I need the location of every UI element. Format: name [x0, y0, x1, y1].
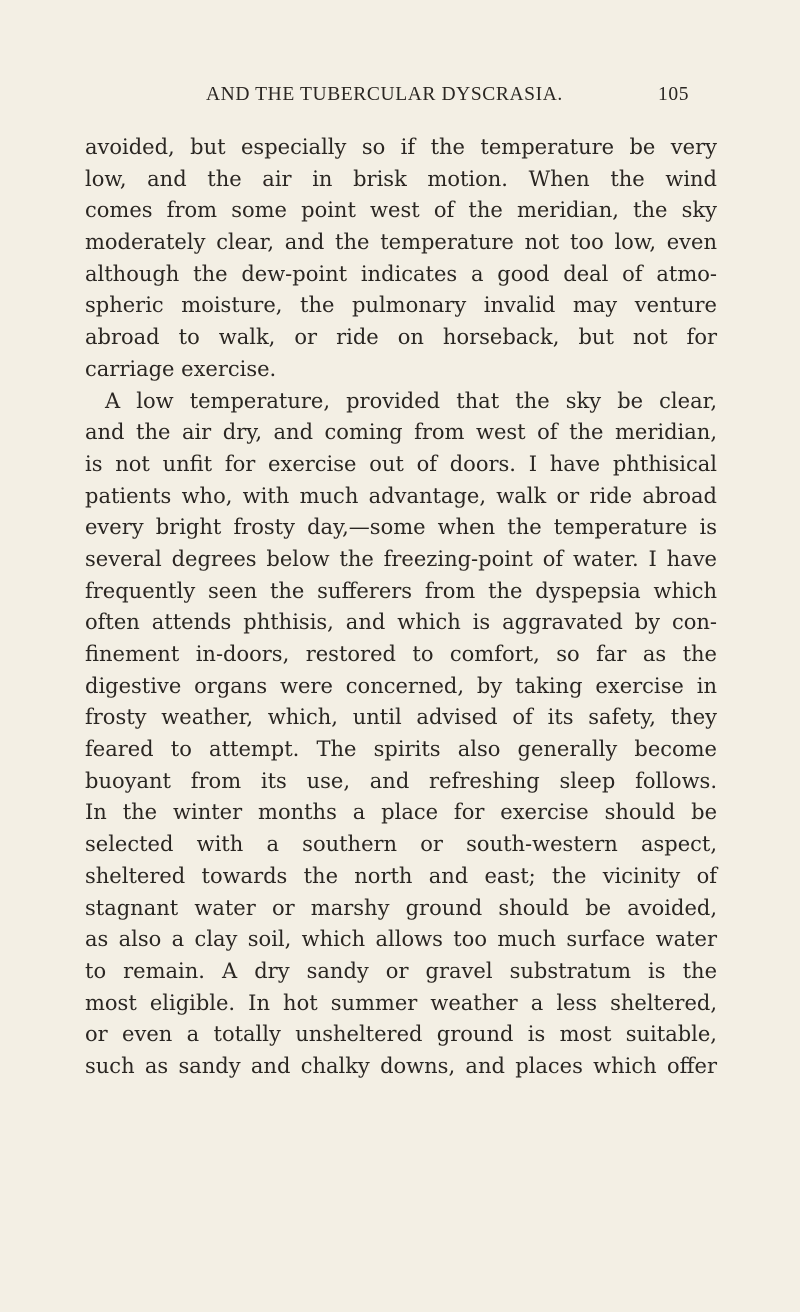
text-line: to remain. A dry sandy or gravel substratum is the	[85, 958, 717, 983]
text-line: every bright frosty day,—some when the temperature is	[85, 515, 717, 540]
text-line: In the winter months a place for exercise should be	[85, 800, 717, 825]
text-line: patients who, with much advantage, walk or ride abroad	[85, 483, 717, 508]
text-line: A low temperature, provided that the sky be clear,	[105, 388, 717, 413]
text-line: stagnant water or marshy ground should be avoided,	[85, 895, 717, 920]
text-line: frequently seen the sufferers from the dyspepsia which	[85, 578, 717, 603]
text-line: sheltered towards the north and east; the vicinity of	[85, 863, 717, 888]
text-line: moderately clear, and the temperature not too low, even	[85, 230, 717, 255]
running-head	[206, 84, 706, 112]
text-line: buoyant from its use, and refreshing sleep follows.	[85, 768, 717, 793]
text-line: carriage exercise.	[85, 356, 277, 381]
text-line: several degrees below the freezing-point of water. I have	[85, 546, 717, 571]
text-line: spheric moisture, the pulmonary invalid may venture	[85, 293, 717, 318]
text-line: avoided, but especially so if the temperature be very	[85, 135, 717, 159]
body-text	[85, 132, 717, 1083]
text-line: comes from some point west of the meridian, the sky	[85, 198, 717, 223]
text-line: or even a totally unsheltered ground is most suitable,	[85, 1022, 717, 1047]
text-line: most eligible. In hot summer weather a less sheltered,	[85, 990, 717, 1015]
text-line: as also a clay soil, which allows too much surface water	[85, 927, 717, 952]
text-line: often attends phthisis, and which is aggravated by con-	[85, 610, 717, 635]
page-number: 105	[658, 84, 690, 105]
text-line: such as sandy and chalky downs, and places which offer	[85, 1053, 717, 1078]
text-line: feared to attempt. The spirits also generally become	[85, 737, 717, 762]
text-line: low, and the air in brisk motion. When the wind	[85, 166, 717, 191]
text-line: frosty weather, which, until advised of its safety, they	[85, 705, 717, 730]
text-line: abroad to walk, or ride on horseback, but not for	[85, 325, 717, 350]
running-title: AND THE TUBERCULAR DYSCRASIA.	[206, 84, 563, 105]
text-line: and the air dry, and coming from west of the meridian,	[85, 420, 717, 445]
text-line: finement in-doors, restored to comfort, so far as the	[85, 642, 717, 666]
text-line: digestive organs were concerned, by taking exercise in	[85, 673, 717, 698]
text-line: selected with a southern or south-western aspect,	[85, 832, 717, 857]
text-line: is not unfit for exercise out of doors. I have phthisical	[85, 451, 717, 476]
text-line: although the dew-point indicates a good deal of atmo-	[85, 261, 717, 286]
